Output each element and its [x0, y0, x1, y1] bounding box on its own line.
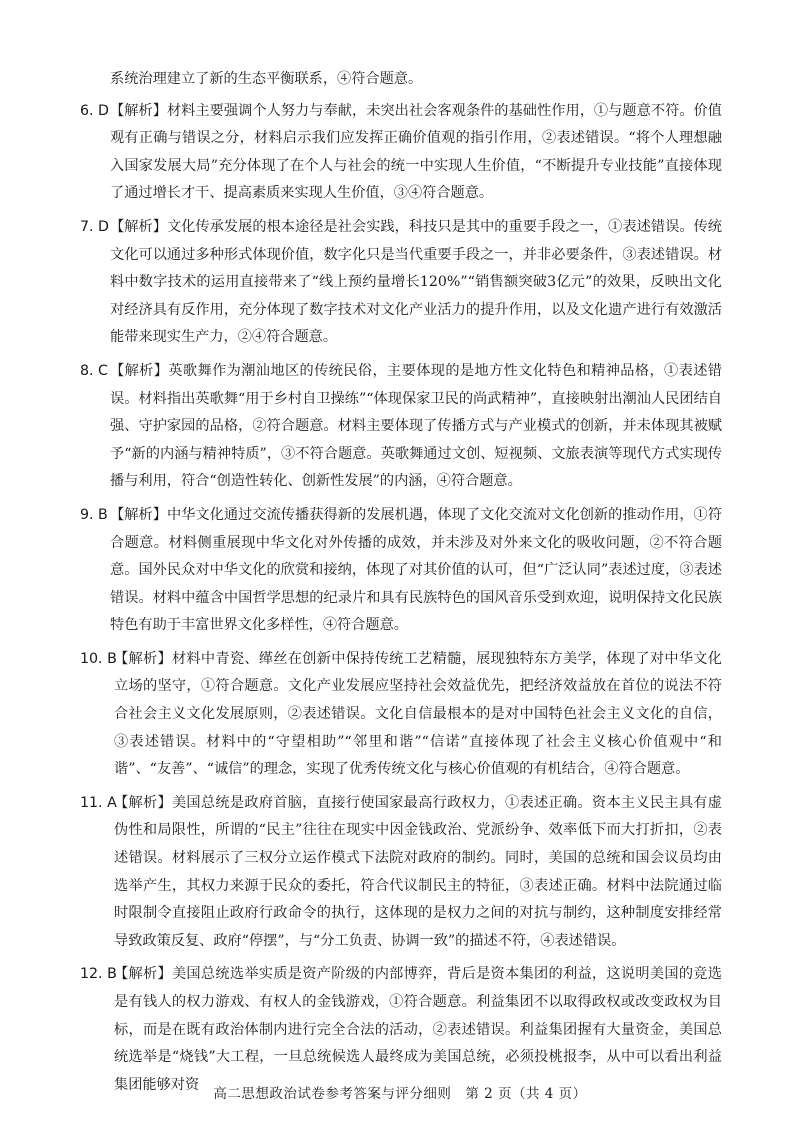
explanation-text: 中华文化通过交流传播获得新的发展机遇，体现了文化交流对文化创新的推动作用，①符合题意。材料侧重展现中华文化对外传播的成效，并未涉及对外来文化的吸收问题，②不符合题意。国外民众对中华文化的欣赏和接纳，体现了对其价值的认可，但“广泛认同”表述过度，③表述错误。材料中蕴含中国哲学思想的纪录片和具有民族特色的国风音乐受到欢迎，说明保持文化民族特色有助于丰富世界文化多样性，④符合题意。: [110, 506, 722, 634]
question-number: 7. D: [80, 218, 109, 235]
continued-paragraph: 系统治理建立了新的生态平衡联系，④符合题意。: [110, 71, 423, 87]
question-10: [80, 646, 722, 784]
analysis-tag: 【解析】: [110, 362, 169, 379]
analysis-tag: 【解析】: [114, 794, 172, 811]
explanation-text: 材料主要强调个人努力与奉献，未突出社会客观条件的基础性作用，①与题意不符。价值观有正确与错误之分，材料启示我们应发挥正确价值观的指引作用，②表述错误。“将个人理想融入国家发展大局”充分体现了在个人与社会的统一中实现人生价值，“不断提升专业技能”直接体现了通过增长才干、提高素质来实现人生价值，③④符合题意。: [110, 102, 722, 202]
analysis-tag: 【解析】: [114, 650, 172, 667]
question-explanation: [114, 961, 722, 1099]
analysis-tag: 【解析】: [110, 506, 167, 523]
question-11: [80, 790, 722, 956]
explanation-text: 英歌舞作为潮汕地区的传统民俗，主要体现的是地方性文化特色和精神品格，①表述错误。材料指出英歌舞“用于乡村自卫操练”“体现保家卫民的尚武精神”，直接映射出潮汕人民团结自强、守护家园的品格，②符合题意。材料主要体现了传播方式与产业模式的创新，并未体现其被赋予“新的内涵与精神特质”，③不符合题意。英歌舞通过文创、短视频、文旅表演等现代方式实现传播与利用，符合“创造性转化、创新性发展”的内涵，④符合题意。: [110, 362, 722, 490]
question-number: 10. B: [80, 650, 117, 667]
question-number: 9. B: [80, 506, 108, 523]
question-8: [80, 358, 722, 496]
question-explanation: [110, 98, 722, 208]
explanation-text: 美国总统是政府首脑，直接行使国家最高行政权力，①表述正确。资本主义民主具有虚伪性和局限性，所谓的“民主”往往在现实中因金钱政治、党派纷争、效率低下而大打折扣，②表述错误。材料展示了三权分立运作模式下法院对政府的制约。同时，美国的总统和国会议员均由选举产生，其权力来源于民众的委托，符合代议制民主的特征，③表述正确。材料中法院通过临时限制令直接阻止政府行政命令的执行，这体现的是权力之间的对抗与制约，这种制度安排经常导致政策反复、政府“停摆”，与“分工负责、协调一致”的描述不符，④表述错误。: [114, 794, 722, 949]
explanation-text: 文化传承发展的根本途径是社会实践，科技只是其中的重要手段之一，①表述错误。传统文化可以通过多种形式体现价值，数字化只是当代重要手段之一，并非必要条件，③表述错误。材料中数字技术的运用直接带来了“线上预约量增长120%”“销售额突破3亿元”的效果，反映出文化对经济具有反作用，充分体现了数字技术对文化产业活力的提升作用，以及文化遗产进行有效激活能带来现实生产力，②④符合题意。: [110, 218, 722, 346]
question-explanation: [110, 502, 722, 640]
page-footer: 高二思想政治试卷参考答案与评分细则 第 2 页（共 4 页）: [213, 1086, 587, 1102]
question-12: [80, 961, 722, 1099]
question-number: 6. D: [80, 102, 109, 119]
question-6: [80, 98, 722, 208]
explanation-text: 美国总统选举实质是资产阶级的内部博弈，背后是资本集团的利益，这说明美国的竞选是有钱人的权力游戏、有权人的金钱游戏，①符合题意。利益集团不以取得政权或改变政权为目标，而是在既有政治体制内进行完全合法的活动，②表述错误。利益集团握有大量资金，美国总统选举是“烧钱”大工程，一旦总统候选人最终成为美国总统，必须投桃报李，从中可以看出利益集团能够对资: [114, 966, 722, 1093]
question-9: [80, 502, 722, 640]
analysis-tag: 【解析】: [110, 102, 167, 119]
question-explanation: [114, 790, 722, 956]
question-number: 8. C: [80, 362, 108, 379]
question-7: [80, 214, 722, 352]
question-explanation: [110, 358, 722, 496]
question-number: 12. B: [80, 966, 117, 983]
analysis-tag: 【解析】: [110, 218, 167, 235]
question-explanation: [110, 214, 722, 352]
analysis-tag: 【解析】: [114, 966, 172, 983]
question-explanation: [114, 646, 722, 784]
explanation-text: 材料中青瓷、缂丝在创新中保持传统工艺精髓，展现独特东方美学，体现了对中华文化立场的坚守，①符合题意。文化产业发展应坚持社会效益优先，把经济效益放在首位的说法不符合社会主义文化发展原则，②表述错误。文化自信最根本的是对中国特色社会主义文化的自信，③表述错误。材料中的“守望相助”“邻里和谐”“信诺”直接体现了社会主义核心价值观中“和谐”、“友善”、“诚信”的理念，实现了优秀传统文化与核心价值观的有机结合，④符合题意。: [114, 650, 722, 778]
question-number: 11. A: [80, 794, 117, 811]
page-content: [80, 66, 722, 1105]
